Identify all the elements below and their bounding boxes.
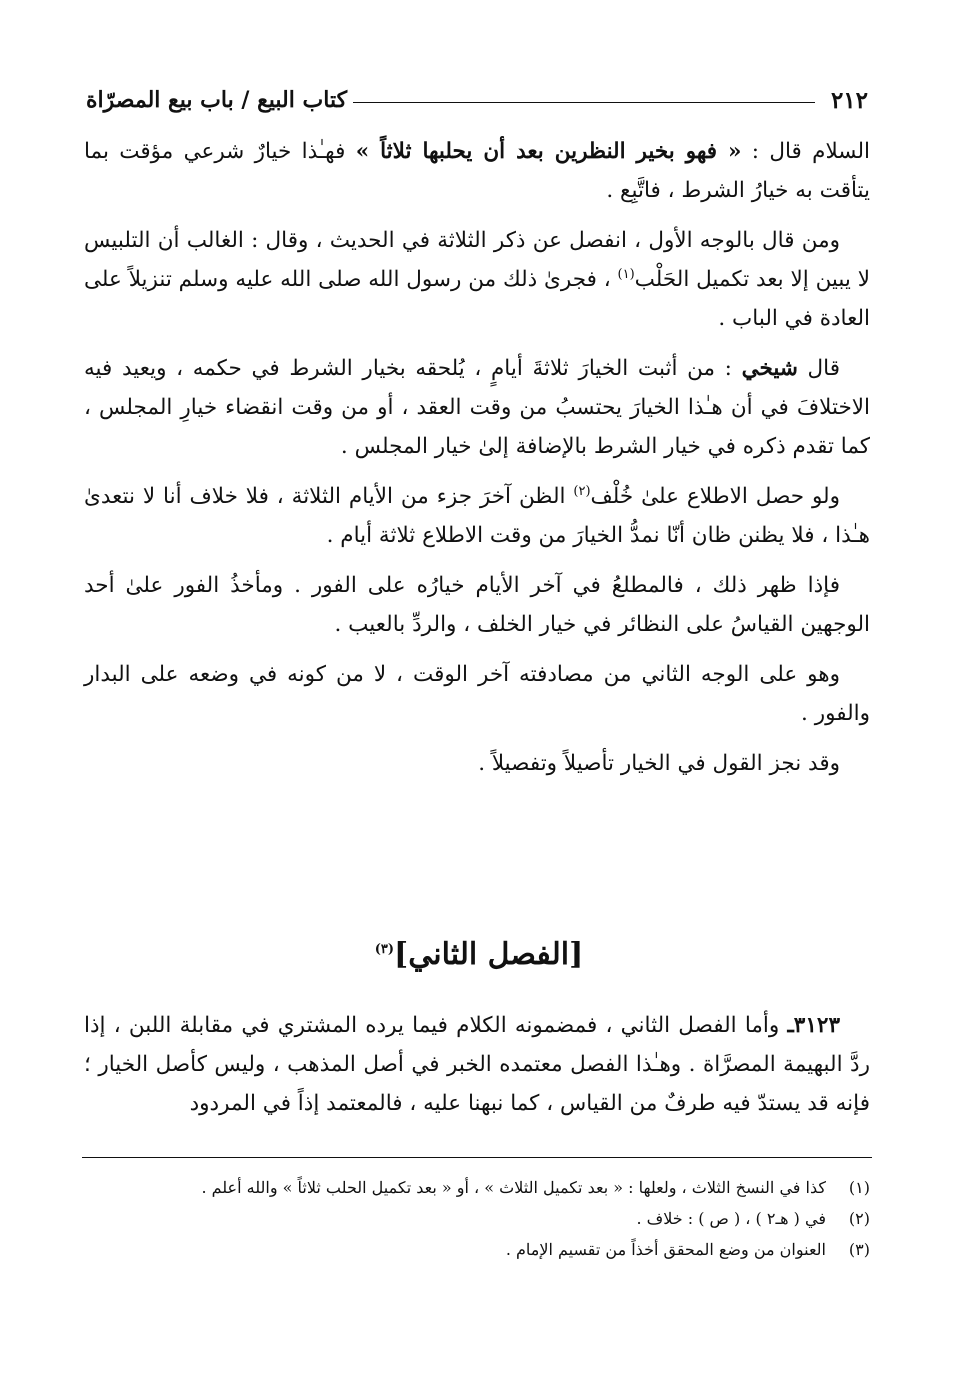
page-number: ٢١٢ xyxy=(830,86,868,114)
footnote xyxy=(84,1236,870,1264)
paragraph-2 xyxy=(84,221,870,338)
footnote-ref-2: (٢) xyxy=(573,483,591,499)
paragraph-text: : من أثبت الخيارَ ثلاثةَ أيامٍ ، يُلحقه بخيار الشرط في حكمه ، ويعيد فيه الاختلافَ في أن هـٰذا الخيارَ يحتسبُ من وقت العقد ، أو من وقت انقضاء خيارِ المجلس ، كما تقدم ذكره في خيار الشرط بالإضافة إلىٰ خيار المجلس . xyxy=(84,356,870,459)
paragraph-7: وقد نجز القول في الخيار تأصيلاً وتفصيلاً . xyxy=(478,751,840,776)
section-title-text: [الفصل الثاني] xyxy=(394,937,584,972)
running-title: كتاب البيع / باب بيع المصرّاة xyxy=(86,87,348,113)
footnote xyxy=(84,1205,870,1233)
numbered-paragraph xyxy=(84,1006,870,1123)
paragraph-text: وأما الفصل الثاني ، فمضمونه الكلام فيما يرده المشتري في مقابلة اللبن ، إذا ردَّ البهيمة المصرَّاة . وهـٰذا الفصل معتمده الخبر في أصل المذهب ، وليس كأصل الخيار ؛ فإنه قد يستدّ فيه طرفٌ من القياس ، كما نبهنا عليه ، فالمعتمد إذاً في المردود xyxy=(84,1013,870,1116)
paragraph-text: فهـٰذا خيارٌ شرعي مؤقت بما يتأقت به خيارُ الشرط ، فاتَّبِع . xyxy=(84,139,870,203)
footnote-number: (٢) xyxy=(848,1209,870,1228)
footnote-text: العنوان من وضع المحقق أخذاً من تقسيم الإمام . xyxy=(505,1240,826,1259)
section-title xyxy=(0,930,958,980)
footnotes xyxy=(84,1174,870,1267)
paragraph-number: ٣١٢٣ـ xyxy=(787,1013,840,1038)
paragraph-text: الظن آخرَ جزء من الأيام الثلاثة ، فلا خلاف أنا لا نتعدىٰ هـٰذا ، فلا يظنن ظان أنّا نمدُّ الخيارَ من وقت الاطلاع ثلاثة أيام . xyxy=(84,484,870,548)
paragraph-6: وهو على الوجه الثاني من مصادفته آخر الوقت ، لا من كونه في وضعه على البدار والفور . xyxy=(84,662,870,726)
paragraph-3 xyxy=(84,349,870,466)
paragraph-text: قال xyxy=(797,356,840,381)
paragraph-5: فإذا ظهر ذلك ، فالمطلعُ في آخر الأيام خيارُه على الفور . ومأخذُ الفور علىٰ أحد الوجهين القياسُ على النظائر في خيار الخلف ، والردِّ بالعيب . xyxy=(84,573,870,637)
page-header xyxy=(86,80,868,120)
paragraph-text: ومن قال بالوجه الأول ، انفصل عن ذكر الثلاثة في الحديث ، وقال : الغالب أن التلبيس لا يبين إلا بعد تكميل الحَلْب xyxy=(84,228,870,292)
footnote xyxy=(84,1174,870,1202)
footnote-text: كذا في النسخ الثلاث ، ولعلها : « بعد تكميل الثلاث » ، أو « بعد تكميل الحلب ثلاثاً » والله أعلم . xyxy=(201,1178,826,1197)
attribution-name: شيخي xyxy=(741,356,798,381)
footnote-ref-3: (٣) xyxy=(374,942,395,957)
paragraph-1 xyxy=(84,132,870,210)
footnote-rule xyxy=(82,1157,872,1158)
paragraph-text: ، فجرىٰ ذلك من رسول الله صلى الله عليه وسلم تنزيلاً على العادة في الباب . xyxy=(84,267,870,331)
main-text xyxy=(84,132,870,794)
footnote-text: في ( هـ٢ ) ، ( ص ) : خلاف . xyxy=(636,1209,826,1228)
paragraph-text: السلام قال : xyxy=(741,139,870,164)
paragraph-text: ولو حصل الاطلاع علىٰ خُلْف xyxy=(590,484,840,509)
paragraph-4 xyxy=(84,477,870,555)
hadith-quote: « فهو بخير النظرين بعد أن يحلبها ثلاثاً » xyxy=(355,139,742,164)
footnote-number: (١) xyxy=(848,1178,870,1197)
footnote-number: (٣) xyxy=(848,1240,870,1259)
footnote-ref-1: (١) xyxy=(617,266,635,282)
header-rule xyxy=(353,102,815,103)
section-text xyxy=(84,1006,870,1134)
